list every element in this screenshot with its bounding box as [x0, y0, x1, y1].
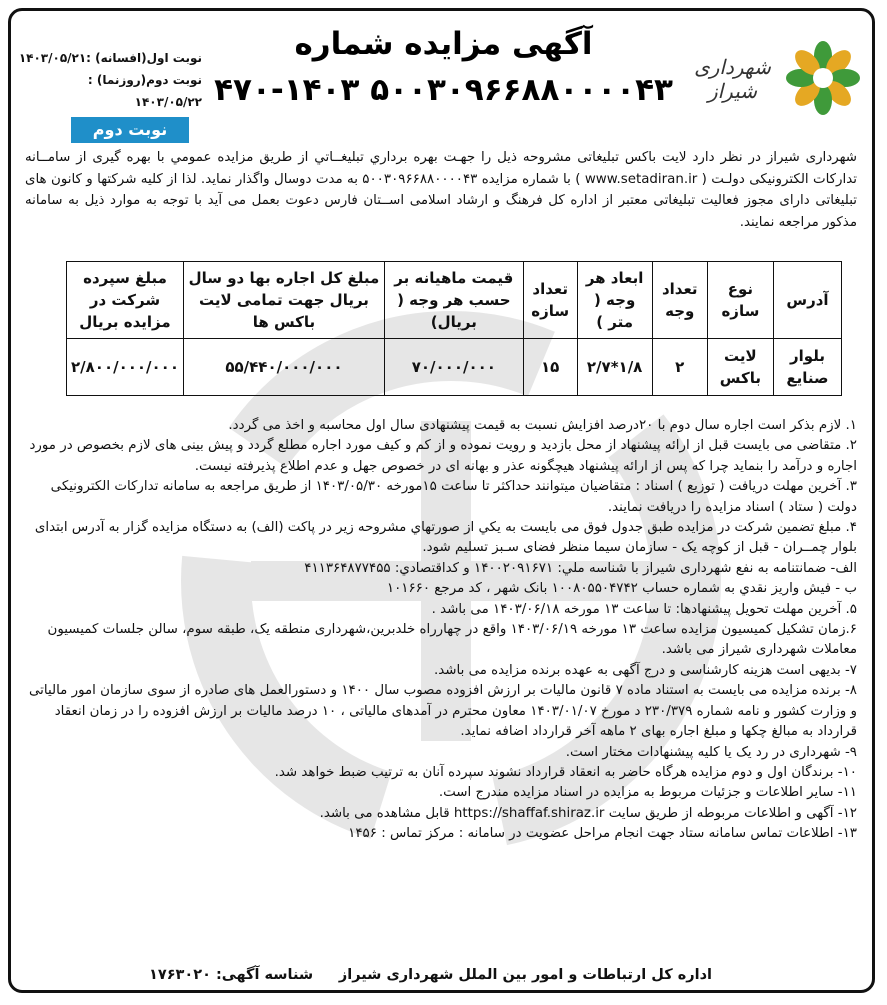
cell-address: بلوار صنایع [773, 339, 841, 396]
term-4-a: الف- ضمانتنامه به نفع شهرداری شیراز با شناسه ملي: ۱۴۰۰۲۰۹۱۶۷۱ و کداقتصادي: ۴۱۱۳۶۴۸۷۷۴۵۵ [304, 560, 857, 576]
cell-deposit: ۲/۸۰۰/۰۰۰/۰۰۰ [67, 339, 184, 396]
term-11: ۱۱- سایر اطلاعات و جزئیات مربوط به مزایده در اسناد مزایده مندرج است. [438, 785, 857, 801]
cell-type: لایت باکس [707, 339, 773, 396]
footer [11, 955, 872, 993]
footer-department: اداره کل ارتباطات و امور بین الملل شهرداری شیراز [338, 967, 712, 983]
cell-monthly: ۷۰/۰۰۰/۰۰۰ [384, 339, 523, 396]
publication-schedule [17, 47, 202, 113]
notice-frame [8, 8, 875, 993]
terms-list [25, 416, 857, 845]
term-7: ۷- بدیهی است هزینه کارشناسی و درج آگهی به عهده برنده مزایده می باشد. [434, 662, 857, 678]
term-1: ۱. لازم بذکر است اجاره سال دوم با ۲۰درصد افزایش نسبت به قیمت پیشنهادی سال اول محاسبه و اخذ می گردد. [228, 418, 857, 433]
term-6: ۶.زمان تشکیل کمیسیون مزایده ساعت ۱۳ مورخه ۱۴۰۳/۰۶/۱۹ واقع در چهارراه خلدبرین،شهرداری منطقه یک، طبقه سوم، سالن جلسات کمیسیون معاملات شهرداری شیراز می باشد. [47, 622, 857, 658]
logo-wordmark: شهرداری شیراز [694, 55, 771, 103]
col-address: آدرس [773, 262, 841, 339]
term-4: ۴. مبلغ تضمین شرکت در مزایده طبق جدول فوق می بایست به يكي از صورتهاي مشروحه زير در پاكت (الف) به دستگاه مزایده گزار به آدرس ابتدای بلوار چمــران - قبل از کوچه یک - سازمان سیما منظر فضای سـبز تسلیم شود. [34, 520, 857, 556]
cell-total: ۵۵/۴۴۰/۰۰۰/۰۰۰ [184, 339, 385, 396]
intro-paragraph: شهرداری شیراز در نظر دارد لایت باکس تبلیغاتی مشروحه ذیل را جهـت بهره برداري تبليغــاتي از طريق مزايده عمومي با بهره گيری از سامــانه تدارکات الکترونیکی دولـت ( www.setadiran.ir ) با شماره مزایده ۵۰۰۳۰۹۶۶۸۸۰۰۰۰۴۳ به مدت دوسال واگذار نماید. لذا از کلیه شرکتها و کانون های تبلیغاتی دارای مجوز فعالیت تبلیغاتی معتبر از اداره کل فرهنگ و ارشاد اسلامی اســتان فارس دعوت بعمل می آید با توجه به موارد ذیل به سامانه مذکور مراجعه نمایند. [25, 150, 858, 230]
schedule-first: نوبت اول(افسانه) :۱۴۰۳/۰۵/۲۱ [18, 51, 202, 65]
table-header-row [67, 262, 842, 339]
round-badge: نوبت دوم [71, 117, 189, 143]
cell-dims: ۱/۸*۲/۷ [577, 339, 652, 396]
col-monthly: قیمت ماهیانه بر حسب هر وجه ( بریال) [384, 262, 523, 339]
term-4-b: ب - فيش واريز نقدي به شماره حساب ۱۰۰۸۰۵۵۰۴۷۴۲ بانک شهر ، کد مرجع ۱۰۱۶۶۰ [386, 581, 857, 597]
cell-count-faces: ۲ [652, 339, 707, 396]
term-12: ۱۲- آگهی و اطلاعات مربوطه از طریق سایت https://shaffaf.shiraz.ir قابل مشاهده می باشد. [319, 805, 857, 821]
term-5: ۵. آخرین مهلت تحویل پیشنهادها: تا ساعت ۱۳ مورخه ۱۴۰۳/۰۶/۱۸ می باشد . [431, 601, 857, 617]
term-9: ۹- شهرداری در رد یک یا کلیه پیشنهادات مختار است. [565, 744, 857, 760]
table-row [67, 339, 842, 396]
page-title: آگهی مزایده شماره ۵۰۰۳۰۹۶۶۸۸۰۰۰۰۴۳ ۱۴۰۳-۴۷۰ [214, 26, 673, 108]
term-3: ۳. آخرین مهلت دریافت ( توزیع ) اسناد : متقاضیان میتوانند حداکثر تا ساعت ۱۵مورخه ۱۴۰۳/۰۵/۳۰ از طریق مراجعه به سامانه تدارکات الکترونیکی دولت ( ستاد ) اسناد مزایده را دریافت نمایند. [50, 479, 857, 515]
header [11, 11, 872, 131]
auction-table [66, 261, 842, 396]
col-dims: ابعاد هر وجه ( متر ) [577, 262, 652, 339]
term-2: ۲. متقاضی می بایست قبل از ارائه پیشنهاد از محل بازدید و رویت نموده و از کم و کیف مورد اجاره مطلع گردد و پیش بینی های لازم بخصوص در مورد اجاره و درآمد را بنماید چرا که پس از ارائه پیشنهاد هیچگونه عذر و بهانه ای در خصوص جهل و عدم اطلاع پذیرفته نیست. [29, 438, 857, 474]
cell-count-struct: ۱۵ [523, 339, 577, 396]
col-total: مبلغ کل اجاره بها دو سال بریال جهت تمامی لایت باکس ها [184, 262, 385, 339]
schedule-second: نوبت دوم(روزنما) : ۱۴۰۳/۰۵/۲۲ [87, 73, 202, 109]
shiraz-municipality-logo-icon [784, 39, 862, 117]
term-8: ۸- برنده مزایده می بایست به استناد ماده ۷ قانون مالیات بر ارزش افزوده مصوب سال ۱۴۰۰ و دستورالعمل های صادره از سوی سازمان امور مالیاتی و وزارت کشور و نامه شماره ۲۳۰/۳۷۹ د مورخ ۱۴۰۳/۰۱/۰۷ معاون محترم در آمدهای مالیاتی ، ۱۰ درصد مالیات بر ارزش افزوده را در زمان انعقاد قرارداد به مبالغ چکها و مبلغ اجاره بهای ۲ ماهه آخر قرارداد اضافه نماید. [29, 683, 857, 740]
col-count-struct: تعداد سازه [523, 262, 577, 339]
footer-ad-id: شناسه آگهی: ۱۷۶۳۰۲۰ [149, 967, 314, 983]
term-10: ۱۰- برندگان اول و دوم مزایده هرگاه حاضر به انعقاد قرارداد نشوند سپرده آنان به ترتیب ضبط خواهد شد. [274, 764, 857, 780]
col-deposit: مبلغ سپرده شرکت در مزایده بریال [67, 262, 184, 339]
term-13: ۱۳- اطلاعات تماس سامانه ستاد جهت انجام مراحل عضویت در سامانه : مرکز تماس : ۱۴۵۶ [348, 826, 857, 842]
col-type: نوع سازه [707, 262, 773, 339]
col-count-faces: تعداد وجه [652, 262, 707, 339]
